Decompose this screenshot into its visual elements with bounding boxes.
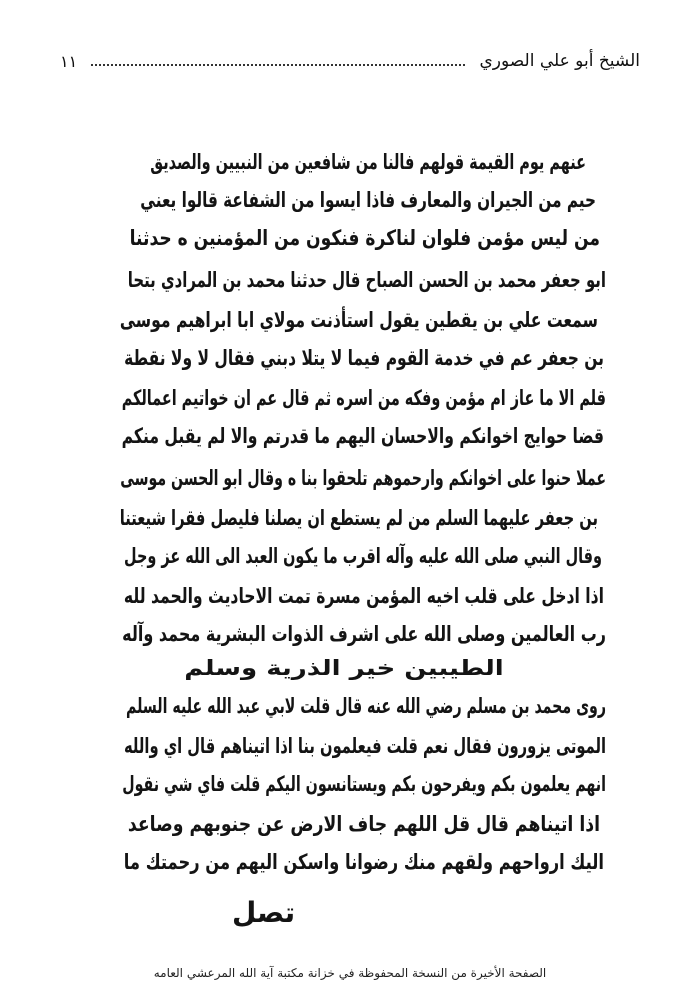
manuscript-line: اذا اتيناهم قال قل اللهم جاف الارض عن جنوبهم وصاعد xyxy=(128,812,600,836)
manuscript-line: الموتى يزورون فقال نعم قلت فيعلمون بنا اذا اتيناهم قال اي والله xyxy=(124,734,606,758)
manuscript-line: من ليس مؤمن فلوان لناكرة فنكون من المؤمنين ه حدثنا xyxy=(130,226,600,250)
manuscript-line: حيم من الجيران والمعارف فاذا ايسوا من الشفاعة قالوا يعني xyxy=(140,188,596,212)
dot-leader xyxy=(91,64,465,66)
manuscript-body xyxy=(110,128,606,888)
manuscript-line: عنهم يوم القيمة قولهم فالنا من شافعين من النبيين والصديق xyxy=(150,150,586,174)
manuscript-line: اليك ارواحهم ولقهم منك رضوانا واسكن اليهم من رحمتك ما xyxy=(124,850,604,874)
manuscript-line: قضا حوايج اخوانكم والاحسان اليهم ما قدرتم والا لم يقبل منكم xyxy=(122,424,604,448)
manuscript-line: وقال النبي صلى الله عليه وآله اقرب ما يكون العبد الى الله عز وجل xyxy=(124,544,602,568)
manuscript-line: روى محمد بن مسلم رضي الله عنه قال قلت لابي عبد الله عليه السلم xyxy=(126,694,606,718)
manuscript-line: اذا ادخل على قلب اخيه المؤمن مسرة تمت الاحاديث والحمد لله xyxy=(124,584,604,608)
image-caption: الصفحة الأخيرة من النسخة المحفوظة في خزانة مكتبة آية الله المرعشي العامه xyxy=(153,966,547,980)
manuscript-line: بن جعفر عم في خدمة القوم فيما لا يتلا دبني فقال لا ولا نقطة xyxy=(124,346,604,370)
manuscript-line: انهم يعلمون بكم ويفرحون بكم ويستانسون اليكم قلت فاي شي نقول xyxy=(122,772,606,796)
running-title: الشيخ أبو علي الصوري xyxy=(479,51,640,71)
manuscript-line: ابو جعفر محمد بن الحسن الصباح قال حدثنا محمد بن المرادي بتحا xyxy=(128,268,606,292)
page-number: ١١ xyxy=(60,51,78,71)
catchword: تصل xyxy=(232,896,296,929)
running-header xyxy=(60,44,640,78)
manuscript-line: قلم الا ما عاز ام مؤمن وفكه من اسره ثم قال عم ان خواتيم اعمالكم xyxy=(122,386,606,410)
manuscript-line: رب العالمين وصلى الله على اشرف الذوات البشرية محمد وآله xyxy=(122,622,606,646)
manuscript-line: سمعت علي بن يقطين يقول استأذنت مولاي ابا ابراهيم موسى xyxy=(120,308,598,332)
manuscript-line: بن جعفر عليهما السلم من لم يستطع ان يصلنا فليصل فقرا شيعتنا xyxy=(120,506,598,530)
manuscript-line: الطيبين خير الذرية وسلم xyxy=(184,656,504,680)
manuscript-line: عملا حنوا على اخوانكم وارحموهم تلحقوا بنا ه وقال ابو الحسن موسى xyxy=(120,466,606,490)
